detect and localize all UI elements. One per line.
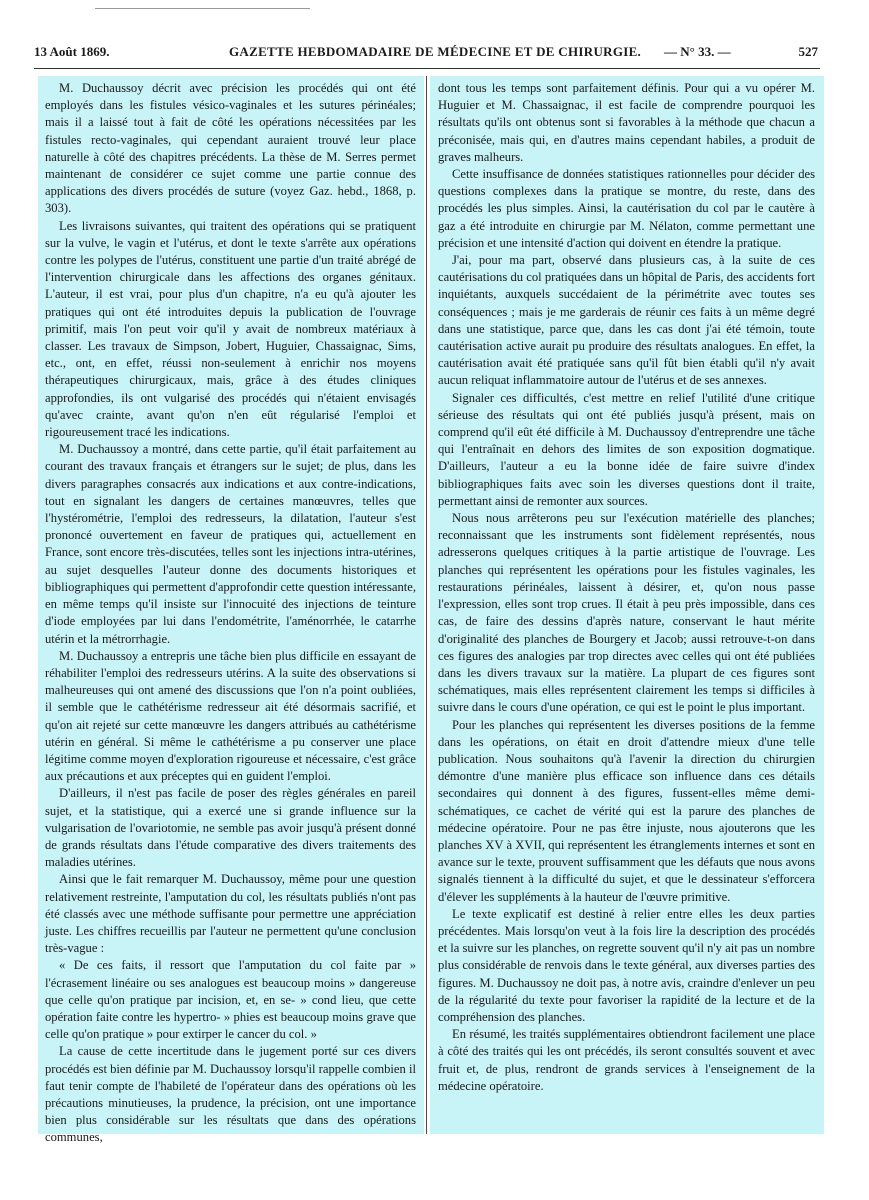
left-column bbox=[38, 76, 424, 1145]
paragraph: M. Duchaussoy a entrepris une tâche bien plus difficile en essayant de réhabiliter l'emploi des redresseurs utérins. A la suite des observations si malheureuses qui ont amené des discussions que l'on n'a point oubliées, il semble que le cathétérisme redresseur ait été désormais sacrifié, et qu'on ait rejeté sur cette manœuvre les dangers attribués au cathétérisme utérin en général. Si même le cathétérisme a pu conserver une place légitime comme moyen d'exploration rigoureuse et nécessaire, c'est grâce aux précautions et aux préceptes qui en guident l'emploi. bbox=[45, 648, 416, 784]
page-number: 527 bbox=[798, 44, 818, 59]
paragraph: En résumé, les traités supplémentaires obtiendront facilement une place à côté des traités qui les ont précédés, ils seront consultés souvent et avec fruit et, de plus, rendront de grands services à l'enseignement de la médecine opératoire. bbox=[438, 1027, 815, 1093]
right-column bbox=[430, 76, 824, 1134]
paragraph: M. Duchaussoy a montré, dans cette partie, qu'il était parfaitement au courant des travaux français et étrangers sur le sujet; de plus, dans les divers paragraphes consacrés aux indications et aux contre-indications, tout en signalant les dangers de certaines manœuvres, telles que l'hystérométrie, l'emploi des redresseurs, la dilatation, l'auteur s'est prononcé ouvertement en faveur de pratiques qui, actuellement en France, sont encore très-discutées, telles sont les injections intra-utérines, au sujet desquelles l'auteur donne des documents historiques et bibliographiques qui permettent d'approfondir cette question intéressante, en même temps qu'il insiste sur l'innocuité des injections de teinture d'iode employées par lui dans l'endométrite, l'aménorrhée, le catarrhe utérin et la métrorrhagie. bbox=[45, 442, 416, 646]
issue-number: — N° 33. — bbox=[664, 44, 731, 59]
paragraph: Ainsi que le fait remarquer M. Duchaussoy, même pour une question relativement restreinte, l'amputation du col, les résultats publiés n'ont pas été classés avec une méthode suffisante pour permettre une appréciation juste. Les chiffres recueillis par l'auteur ne permettent qu'une conclusion très-vague : bbox=[45, 872, 416, 956]
issue-date: 13 Août 1869. bbox=[34, 44, 110, 59]
paragraph: J'ai, pour ma part, observé dans plusieurs cas, à la suite de ces cautérisations du col pratiquées dans un hôpital de Paris, des accidents fort inquiétants, auxquels succédaient de la périmétrite avec toutes ses conséquences ; mais je me garderais de réunir ces faits à un même degré dans une statistique, parce que, dans les cas dont j'ai été témoin, toute cautérisation active aurait pu produire des résultats analogues. En effet, la cautérisation avait été pratiquée sans qu'il fût bien établi qu'il n'y avait aucun reliquat inflammatoire autour de l'utérus et de ses annexes. bbox=[438, 253, 815, 388]
column-divider bbox=[426, 76, 427, 1134]
top-rule bbox=[95, 8, 310, 9]
journal-title: GAZETTE HEBDOMADAIRE DE MÉDECINE ET DE CHIRURGIE. bbox=[229, 44, 642, 59]
quotation: « De ces faits, il ressort que l'amputation du col faite par » l'écrasement linéaire ou ses analogues est beaucoup moins » dangereuse que celle qu'on pratique par incision, et, en se- » cond lieu, que cette opération faite contre les hypertro- » phies est beaucoup moins grave que celle qu'on pratique » pour extirper le cancer du col. » bbox=[45, 958, 416, 1042]
paragraph-continued: dont tous les temps sont parfaitement définis. Pour qui a vu opérer M. Huguier et M. Chassaignac, il est facile de comprendre pourquoi les résultats qu'ils ont obtenus sont si favorables à la méthode que chacun a préconisée, mais qui, en d'autres mains cependant habiles, a produit de graves malheurs. bbox=[438, 81, 815, 164]
paragraph: Les livraisons suivantes, qui traitent des opérations qui se pratiquent sur la vulve, le vagin et l'utérus, et dont le texte s'arrête aux opérations contre les polypes de l'utérus, constituent une partie d'un traité abrégé de l'intervention chirurgicale dans les affections des organes génitaux. L'auteur, il est vrai, pour plus d'un chapitre, n'a eu qu'à ajouter les pratiques qui ont été introduites depuis la publication de l'ouvrage primitif, mais l'on peut voir qu'il y avait de nombreux matériaux à classer. Les travaux de Simpson, Jobert, Huguier, Chassaignac, Sims, etc., ont, en effet, réussi non-seulement à enrichir nos moyens thérapeutiques chirurgicaux, mais, grâce à des études cliniques approfondies, ils ont vulgarisé des procédés qui n'étaient envisagés qu'avec crainte, avant qu'on n'en eût régularisé l'emploi et rigoureusement tracé les indications. bbox=[45, 218, 416, 440]
paragraph: La cause de cette incertitude dans le jugement porté sur ces divers procédés est bien définie par M. Duchaussoy lorsqu'il rappelle combien il faut tenir compte de l'habileté de l'opérateur dans des opérations où les précautions minutieuses, la prudence, la précision, ont une importance bien plus considérable sur les résultats que dans des opérations communes, bbox=[45, 1044, 416, 1145]
paragraph: Pour les planches qui représentent les diverses positions de la femme dans les opérations, on était en droit d'attendre mieux d'une telle publication. Nous souhaitons qu'à l'avenir la direction du chirurgien démontre d'une manière plus efficace son influence dans ces détails secondaires qui donnent à des figures, fussent-elles même demi-schématiques, ce cachet de vérité qui est la parure des planches de médecine opératoire. Pour ne pas être injuste, nous ajouterons que les planches XV à XVII, qui représentent les étranglements internes et sont en avance sur le texte, prouvent suffisamment que les défauts que nous avons signalés tiennent à la difficulté du sujet, et que le dessinateur s'efforcera d'élever les suppléments à la hauteur de l'œuvre primitive. bbox=[438, 717, 815, 904]
running-head bbox=[34, 44, 818, 64]
paragraph: Nous nous arrêterons peu sur l'exécution matérielle des planches; reconnaissant que les instruments sont fidèlement représentés, nous adresserons quelques critiques à la partie artistique de l'ouvrage. Les planches qui représentent les opérations pour les fistules vaginales, les restaurations périnéales, laissent à désirer, et, qu'on nous passe l'expression, elles sont trop crues. Il était à peu près impossible, dans ces cas, de faire des dessins d'après nature, conservant le haut mérite d'originalité des planches de Bourgery et Jacob; aussi retrouve-t-on dans ces figures des analogies par trop directes avec celles qui ont été publiées dans les divers travaux sur la matière. La plupart de ces figures sont schématiques, mais elles représentent clairement les temps si difficiles à suivre dans le cours d'une opération, ce qui est le point le plus important. bbox=[438, 511, 815, 715]
paragraph: Signaler ces difficultés, c'est mettre en relief l'utilité d'une critique sérieuse des résultats qui ont été publiés jusqu'à présent, mais on comprend qu'il eût été difficile à M. Duchaussoy d'entreprendre une tâche qui l'entraînait en dehors des limites de son exposition dogmatique. D'ailleurs, l'auteur a eu la bonne idée de faire suivre d'index bibliographiques faits avec soin les diverses questions dont il traite, permettant ainsi de remonter aux sources. bbox=[438, 390, 815, 508]
paragraph: M. Duchaussoy décrit avec précision les procédés qui ont été employés dans les fistules vésico-vaginales et les sutures périnéales; mais il a laissé tout à fait de côté les opérations nécessitées par les fistules recto-vaginales, qui cependant auraient trouvé leur place naturelle à côté des chapitres précédents. La thèse de M. Serres permet maintenant de considérer ce sujet comme une partie connue des applications des divers procédés de suture (voyez Gaz. hebd., 1868, p. 303). bbox=[45, 81, 416, 216]
paragraph: Cette insuffisance de données statistiques rationnelles pour décider des questions complexes dans la pratique se montre, du reste, dans des procédés les plus simples. Ainsi, la cautérisation du col par le cautère à gaz a été introduite en chirurgie par M. Nélaton, comme permettant une précision et une intensité d'action qui doivent en étendre la pratique. bbox=[438, 167, 815, 250]
header-rule bbox=[34, 68, 820, 69]
paragraph: Le texte explicatif est destiné à relier entre elles les deux parties précédentes. Mais lorsqu'on veut à la fois lire la description des procédés et la suivre sur les planches, on regrette souvent qu'il n'y ait pas un nombre plus considérable de renvois dans le texte général, aux diverses parties des figures. M. Duchaussoy ne doit pas, à notre avis, craindre d'enlever un peu de la régularité du texte pour favoriser la rapidité de la lecture et de la compréhension des planches. bbox=[438, 906, 816, 1024]
paragraph: D'ailleurs, il n'est pas facile de poser des règles générales en pareil sujet, et la statistique, qui a exercé une si grande influence sur la vulgarisation de l'ovariotomie, ne semble pas avoir jusqu'à présent donné de grands résultats dans l'étude comparative des divers traitements des maladies utérines. bbox=[45, 786, 416, 870]
